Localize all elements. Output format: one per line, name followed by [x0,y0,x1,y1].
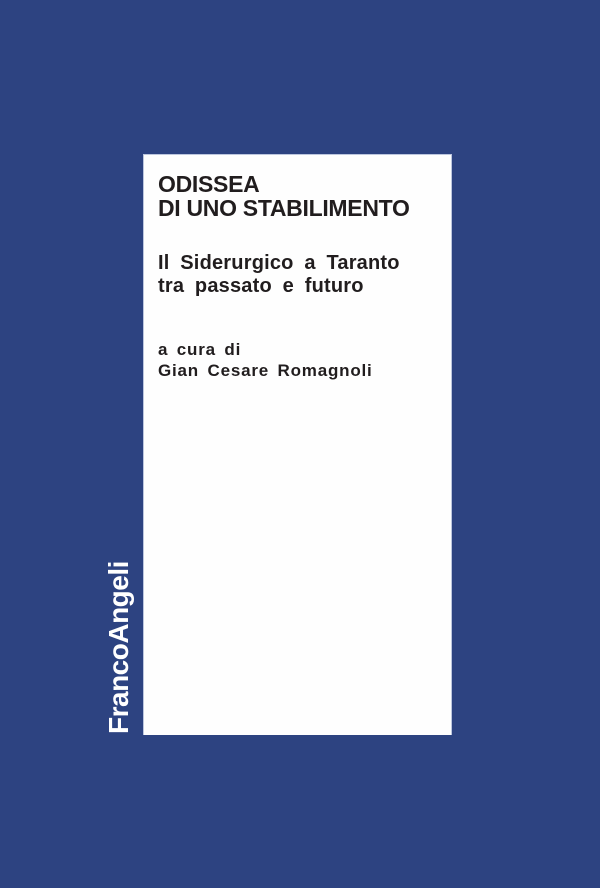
title-panel [143,154,452,735]
book-subtitle [158,252,400,298]
publisher-logo-text: FrancoAngeli [103,561,134,734]
editor-credit-prefix: a cura di [158,340,242,359]
book-subtitle-line1: Il Siderurgico a Taranto [158,252,400,274]
editor-credit [158,339,373,381]
book-title-line1: ODISSEA [158,171,260,197]
editor-credit-name: Gian Cesare Romagnoli [158,361,373,380]
book-subtitle-line2: tra passato e futuro [158,275,364,297]
book-title [158,172,410,220]
book-title-line2: DI UNO STABILIMENTO [158,195,410,221]
